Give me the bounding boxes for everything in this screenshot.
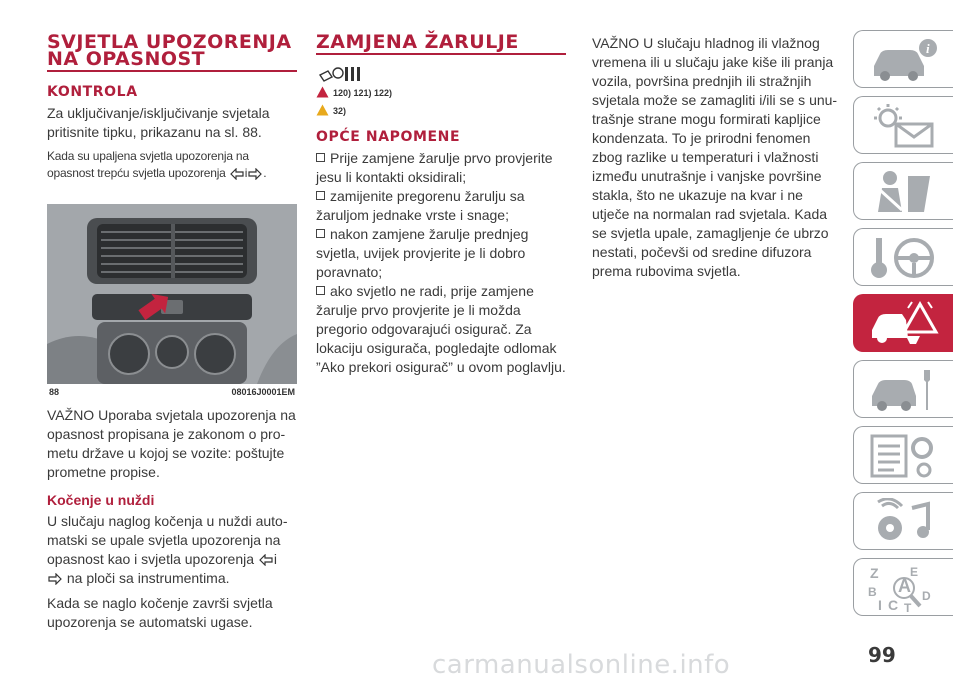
emergency-and: i: [273, 551, 278, 567]
seat-safety-icon: [868, 168, 940, 216]
key-steering-icon: [868, 234, 940, 282]
caution-triangle-icon: [316, 104, 329, 116]
warning-lights-icon: [868, 102, 940, 150]
svg-text:C: C: [888, 597, 899, 612]
paragraph-emergency-text: U slučaju naglog kočenja u nuždi auto-matski se upale svjetla upozorenja na opasnost kao i svjetla upozorenja: [47, 513, 288, 567]
tab-car-info[interactable]: [853, 30, 953, 88]
bullet-text: ako svjetlo ne radi, prije zamjene žarulje prvo provjerite je li možda pregorio odgovarajući osigurač. Za lokaciju osigurača, pogledajte odlomak ”Ako prekori osigurač” u ovom poglavlju.: [316, 283, 566, 375]
paragraph-indicators: [47, 148, 297, 182]
paragraph-important-law: VAŽNO Uporaba svjetala upozorenja na opasnost propisana je zakonom o pro-metu države u kojoj se vozite: poštujte prometne propise.: [47, 407, 296, 480]
car-info-icon: [868, 36, 940, 84]
paragraph-condensation: VAŽNO U slučaju hladnog ili vlažnog vremena ili u slučaju jake kiše ili pranja vozila, površina prednjih ili stražnjih svjetala može se zamagliti i/ili se s unu-trašnje strane mogu formirati kapljice kondenzata. To je prirodni fenomen zbog razlike u temperaturi i vlažnosti između unutrašnje i vanjske površine stakla, što ne ukazuje na kvar i ne utječe na normalan rad svjetala. Kada se svjetla upale, zamagljenje će ubrzo nestati, počevši od sredine difuzora prema rubovima svjetla.: [592, 35, 838, 279]
page-number: 99: [868, 643, 896, 667]
turn-left-indicator-icon: [230, 168, 244, 180]
tab-emergency[interactable]: [853, 294, 953, 352]
svg-text:D: D: [922, 589, 931, 603]
bullet-item: [316, 225, 566, 282]
figure-88-photo: [47, 204, 297, 384]
subtitle-control: KONTROLA: [47, 84, 138, 100]
tab-multimedia[interactable]: [853, 492, 953, 550]
checkbox-bullet-icon: [316, 286, 325, 295]
section-title-bulb: ZAMJENA ŽARULJE: [316, 34, 566, 55]
tab-index[interactable]: [853, 558, 953, 616]
tab-specifications[interactable]: [853, 426, 953, 484]
warning-triangle-icon: [316, 86, 329, 98]
svg-text:E: E: [910, 565, 919, 579]
bulb-replacement-icon: [318, 63, 362, 83]
svg-text:Z: Z: [870, 565, 879, 581]
turn-right-indicator-icon: [48, 573, 62, 585]
bullet-text: nakon zamjene žarulje prednjeg svjetla, uvijek provjerite je li dobro poravnato;: [316, 226, 529, 280]
chapter-sidebar: [853, 30, 960, 624]
maintenance-icon: [868, 366, 940, 414]
bullet-item: [316, 282, 566, 377]
tab-key-steering[interactable]: [853, 228, 953, 286]
paragraph-indicators-text: Kada su upaljena svjetla upozorenja na opasnost trepću svjetla upozorenja: [47, 149, 249, 180]
svg-text:T: T: [904, 601, 912, 612]
indicators-and: i: [244, 166, 248, 180]
checkbox-bullet-icon: [316, 191, 325, 200]
section-title-hazard-line1: SVJETLA UPOZORENJA: [47, 31, 292, 53]
column-hazard-lights: [47, 28, 297, 638]
paragraph-auto-off: Kada se naglo kočenje završi svjetla upozorenja se automatski ugase.: [47, 595, 273, 630]
section-title-hazard-line2: NA OPASNOST: [47, 51, 297, 72]
svg-text:A: A: [898, 576, 911, 596]
tab-seat-safety[interactable]: [853, 162, 953, 220]
svg-text:B: B: [868, 585, 877, 599]
column-condensation-note: [592, 34, 842, 287]
index-icon: [868, 564, 940, 612]
emergency-icon: [868, 300, 940, 348]
paragraph-switch: Za uključivanje/isključivanje svjetala pritisnite tipku, prikazanu na sl. 88.: [47, 105, 270, 140]
paragraph-emergency-braking: [47, 512, 297, 588]
bullet-text: Prije zamjene žarulje prvo provjerite jesu li kontakti oksidirali;: [316, 150, 553, 185]
checkbox-bullet-icon: [316, 153, 325, 162]
specifications-icon: [868, 432, 940, 480]
bullet-item: [316, 149, 566, 187]
emergency-end: na ploči sa instrumentima.: [66, 570, 230, 586]
indicators-end: .: [263, 166, 267, 180]
svg-text:I: I: [878, 597, 882, 612]
column-bulb-replacement: [316, 28, 566, 377]
tab-warning-lights[interactable]: [853, 96, 953, 154]
warning-ref-line-2: [316, 103, 566, 119]
subtitle-general-notes: OPĆE NAPOMENE: [316, 129, 461, 145]
warning-refs-1: 120) 121) 122): [333, 88, 393, 98]
turn-left-indicator-icon: [259, 554, 273, 566]
bullet-item: [316, 187, 566, 225]
figure-caption-bar: [47, 384, 297, 400]
tab-maintenance[interactable]: [853, 360, 953, 418]
dashboard-photo-illustration: [47, 204, 297, 384]
warning-ref-line-1: [316, 85, 566, 101]
warning-refs-2: 32): [333, 106, 347, 116]
turn-right-indicator-icon: [248, 168, 262, 180]
figure-number: 88: [49, 387, 60, 397]
multimedia-icon: [868, 498, 940, 546]
checkbox-bullet-icon: [316, 229, 325, 238]
svg-text:i: i: [926, 41, 930, 56]
figure-code: 08016J0001EM: [231, 387, 295, 397]
bullet-text: zamijenite pregorenu žarulju sa žaruljom jednake vrste i snage;: [316, 188, 525, 223]
watermark: carmanualsonline.info: [432, 650, 731, 680]
heading-emergency-braking: Kočenje u nuždi: [47, 492, 155, 508]
